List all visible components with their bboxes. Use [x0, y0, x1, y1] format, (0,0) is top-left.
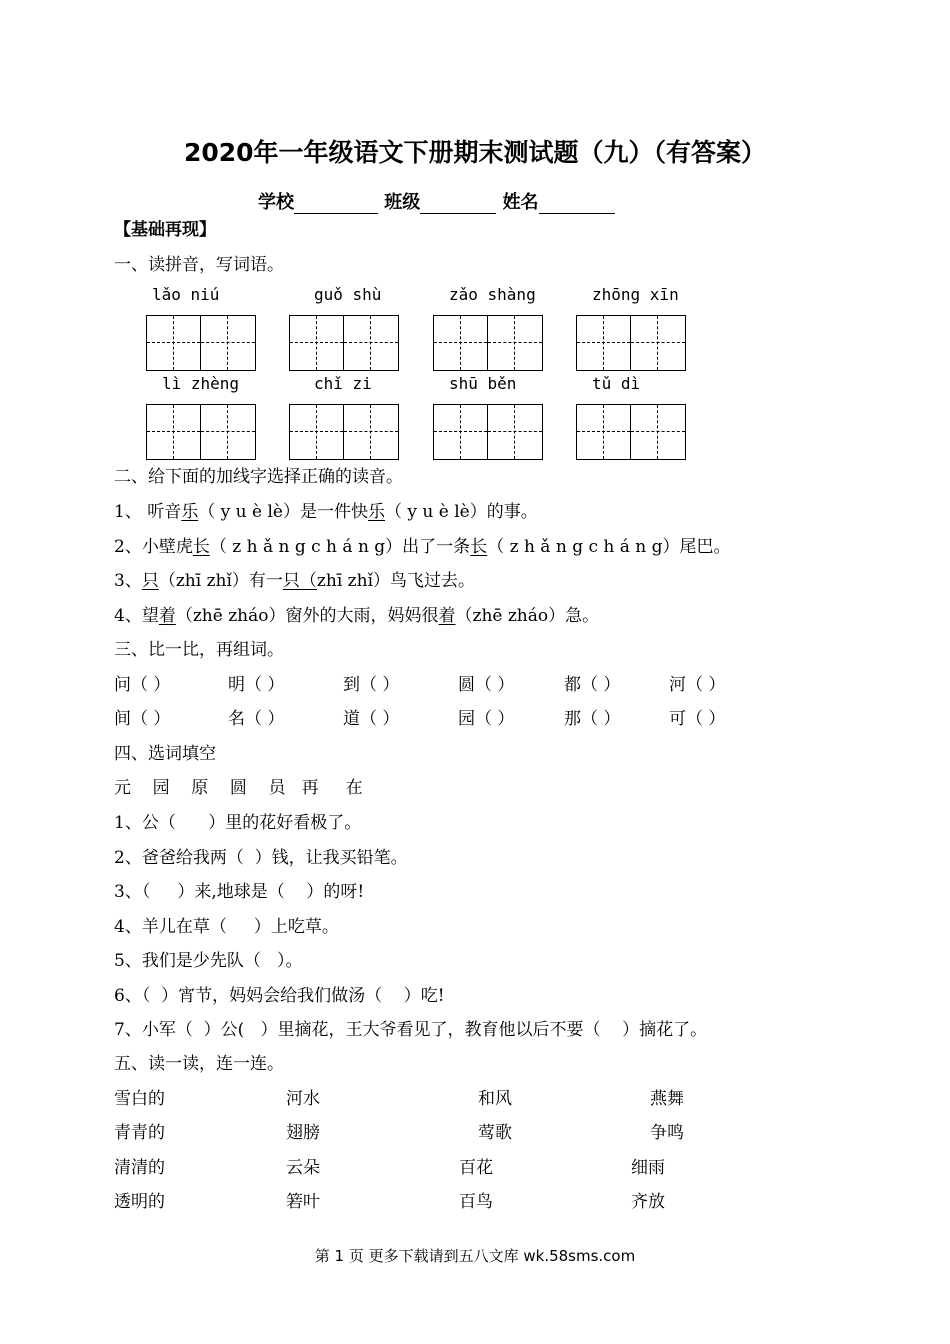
writing-grid-4[interactable]	[576, 315, 686, 371]
pinyin-7: shū běn	[449, 374, 517, 393]
match-mid-4[interactable]: 箬叶	[286, 1192, 320, 1212]
pinyin-2: guǒ shù	[314, 285, 382, 304]
writing-grid-3[interactable]	[433, 315, 543, 371]
q2-item-1: 1、 听音乐（ y u è lè）是一件快乐（ y u è lè）的事。	[114, 502, 538, 522]
name-label: 姓名	[502, 192, 539, 213]
match-left-2[interactable]: 青青的	[114, 1123, 165, 1143]
match-mid-1[interactable]: 河水	[286, 1089, 320, 1109]
q3-heading: 三、比一比，再组词。	[114, 640, 284, 660]
match-left-1[interactable]: 雪白的	[114, 1089, 165, 1109]
q1-heading: 一、读拼音，写词语。	[114, 255, 284, 275]
q4-item-1: 1、公（ ）里的花好看极了。	[114, 813, 362, 833]
match-far-1[interactable]: 燕舞	[650, 1089, 684, 1109]
q3-word: 到（ ）	[343, 675, 400, 695]
q3-row-1	[114, 670, 814, 694]
match-left-3[interactable]: 清清的	[114, 1158, 165, 1178]
q3-word: 明（ ）	[228, 675, 285, 695]
q4-item-7: 7、小军（ ）公( ）里摘花，王大爷看见了，教育他以后不要（ ）摘花了。	[114, 1020, 708, 1040]
q3-word: 可（ ）	[669, 709, 726, 729]
q3-word: 道（ ）	[343, 709, 400, 729]
match-far-3[interactable]: 细雨	[631, 1158, 665, 1178]
q3-word: 间（ ）	[114, 709, 171, 729]
q3-word: 圆（ ）	[458, 675, 515, 695]
match-right-3[interactable]: 百花	[459, 1158, 493, 1178]
writing-grid-8[interactable]	[576, 404, 686, 460]
section-basic: 【基础再现】	[114, 220, 216, 240]
q3-word: 都（ ）	[564, 675, 621, 695]
q4-item-5: 5、我们是少先队（ ）。	[114, 951, 303, 971]
writing-grid-7[interactable]	[433, 404, 543, 460]
pinyin-5: lì zhèng	[162, 374, 240, 393]
class-label: 班级	[384, 192, 421, 213]
pinyin-4: zhōng xīn	[592, 285, 679, 304]
q3-word: 河（ ）	[669, 675, 726, 695]
match-left-4[interactable]: 透明的	[114, 1192, 165, 1212]
q3-word: 名（ ）	[228, 709, 285, 729]
match-right-4[interactable]: 百鸟	[459, 1192, 493, 1212]
q2-heading: 二、给下面的加线字选择正确的读音。	[114, 467, 403, 487]
q4-item-2: 2、爸爸给我两（ ）钱，让我买铅笔。	[114, 848, 408, 868]
student-info	[258, 188, 615, 214]
q4-item-6: 6、（ ）宵节，妈妈会给我们做汤（ ）吃!	[114, 986, 445, 1006]
pinyin-6: chǐ zi	[314, 374, 372, 393]
match-mid-2[interactable]: 翅膀	[286, 1123, 320, 1143]
class-blank[interactable]	[420, 195, 496, 214]
name-blank[interactable]	[539, 195, 615, 214]
page-title: 2020年一年级语文下册期末测试题（九）（有答案）	[183, 138, 767, 167]
writing-grid-5[interactable]	[146, 404, 256, 460]
match-mid-3[interactable]: 云朵	[286, 1158, 320, 1178]
writing-grid-6[interactable]	[289, 404, 399, 460]
q2-item-2: 2、小壁虎长（ z h ǎ n g c h á n g）出了一条长（ z h ǎ n g c h á n g）尾巴。	[114, 537, 731, 557]
match-right-2[interactable]: 莺歌	[478, 1123, 512, 1143]
q2-item-4: 4、望着（zhē zháo）窗外的大雨，妈妈很着（zhē zháo）急。	[114, 606, 600, 626]
q3-word: 园（ ）	[458, 709, 515, 729]
q3-word: 问（ ）	[114, 675, 171, 695]
q4-heading: 四、选词填空	[114, 744, 216, 764]
pinyin-8: tǔ dì	[592, 374, 641, 393]
match-right-1[interactable]: 和风	[478, 1089, 512, 1109]
q2-item-3: 3、只（zhī zhǐ）有一只（zhī zhǐ）鸟飞过去。	[114, 571, 476, 591]
pinyin-3: zǎo shàng	[449, 285, 536, 304]
match-far-4[interactable]: 齐放	[631, 1192, 665, 1212]
school-label: 学校	[258, 192, 294, 213]
q4-item-3: 3、（ ）来,地球是（ ）的呀!	[114, 882, 365, 902]
writing-grid-2[interactable]	[289, 315, 399, 371]
writing-grid-1[interactable]	[146, 315, 256, 371]
q3-word: 那（ ）	[564, 709, 621, 729]
q4-word-bank: 元 园 原 圆 员 再 在	[114, 778, 363, 798]
match-far-2[interactable]: 争鸣	[650, 1123, 684, 1143]
q3-row-2	[114, 704, 814, 728]
pinyin-1: lǎo niú	[152, 285, 220, 304]
page-footer: 第 1 页 更多下载请到五八文库 wk.58sms.com	[314, 1247, 636, 1265]
q5-heading: 五、读一读，连一连。	[114, 1054, 284, 1074]
school-blank[interactable]	[294, 195, 378, 214]
q4-item-4: 4、羊儿在草（ ）上吃草。	[114, 917, 339, 937]
